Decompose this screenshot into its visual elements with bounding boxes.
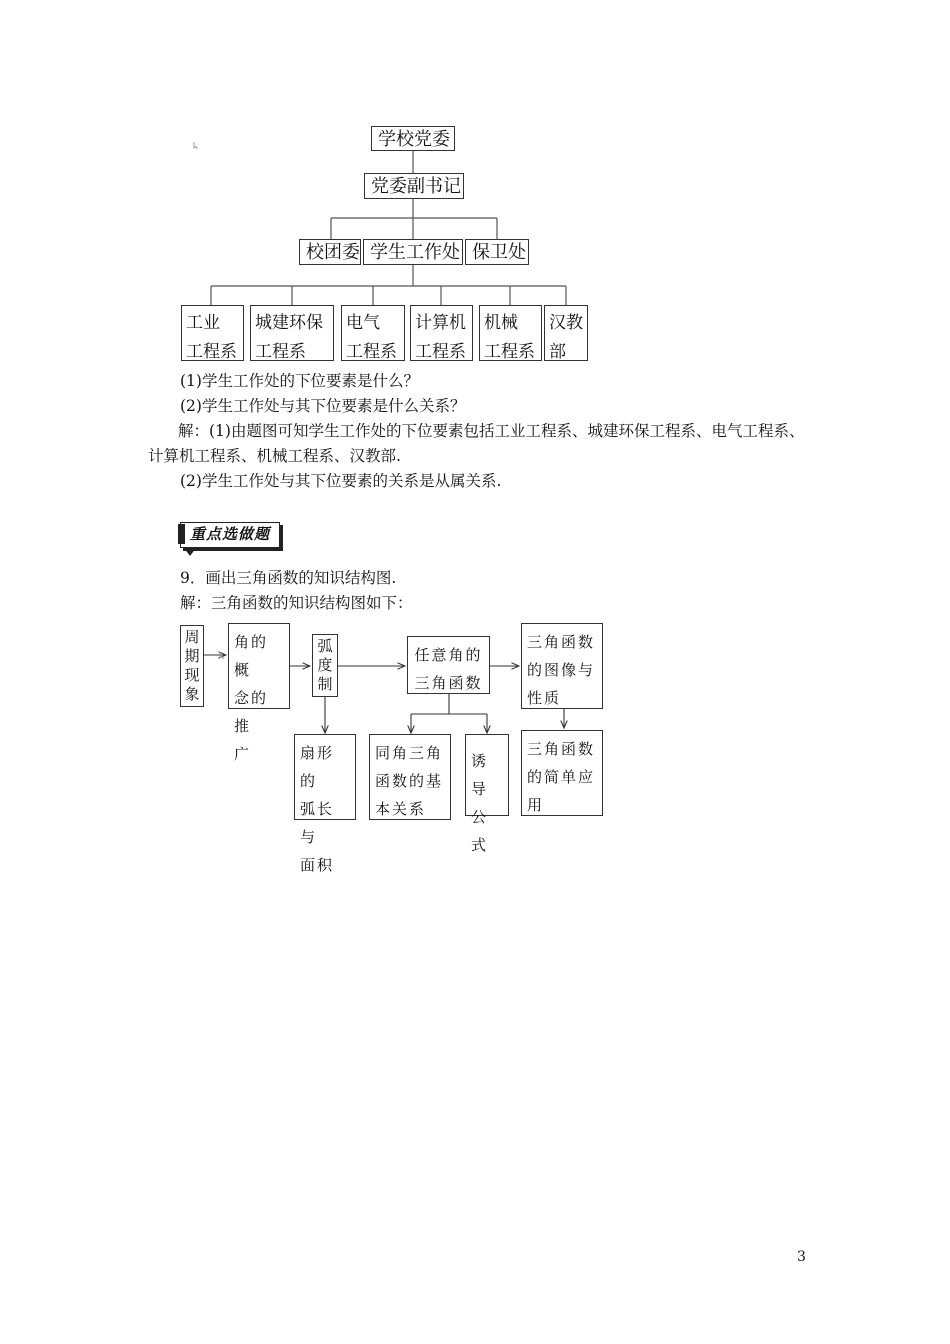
- org-level4-box: 电气 工程系: [341, 305, 405, 361]
- section-badge: [180, 522, 284, 554]
- trig-box-jiao: 角的概 念的推 广: [228, 623, 290, 709]
- org-level4-box: 工业 工程系: [181, 305, 244, 361]
- trig-box-zhouqi: 周 期 现 象: [180, 625, 204, 707]
- org-root-box: 学校党委: [371, 126, 455, 151]
- question-1: (1)学生工作处的下位要素是什么？: [180, 372, 419, 390]
- problem-9-answer-intro: 解：三角函数的知识结构图如下：: [180, 594, 413, 612]
- org-level3-box: 学生工作处: [363, 239, 463, 265]
- question-2: (2)学生工作处与其下位要素是什么关系？: [180, 397, 466, 415]
- trig-box-youdao: 诱导 公式: [465, 734, 509, 816]
- org-level3-box: 校团委: [299, 239, 361, 265]
- trig-box-tuxiang: 三角函数 的图像与 性质: [521, 623, 603, 709]
- answer-1: 解：(1)由题图可知学生工作处的下位要素包括工业工程系、城建环保工程系、电气工程系、计算机工程系、机械工程系、汉教部.: [148, 422, 805, 465]
- org-level4-box: 计算机 工程系: [410, 305, 473, 361]
- org-level4-box: 城建环保 工程系: [250, 305, 334, 361]
- trig-box-renyi: 任意角的 三角函数: [407, 636, 490, 694]
- org-level4-box: 汉教 部: [544, 305, 588, 361]
- trig-box-tongjiao: 同角三角 函数的基 本关系: [369, 734, 451, 820]
- cursor-mark-icon: [194, 142, 198, 149]
- page-number: 3: [797, 1249, 806, 1265]
- org-level2-box: 党委副书记: [364, 173, 464, 199]
- org-level3-box: 保卫处: [465, 239, 529, 265]
- section-badge-label: 重点选做题: [190, 525, 271, 543]
- org-level4-box: 机械 工程系: [479, 305, 542, 361]
- trig-box-hudu: 弧 度 制: [312, 634, 338, 697]
- problem-9-question: 9．画出三角函数的知识结构图.: [180, 569, 397, 587]
- trig-box-yingyong: 三角函数 的简单应 用: [521, 730, 603, 816]
- trig-box-shanxing: 扇形的 弧长与 面积: [294, 734, 356, 820]
- answer-2: (2)学生工作处与其下位要素的关系是从属关系.: [180, 472, 502, 490]
